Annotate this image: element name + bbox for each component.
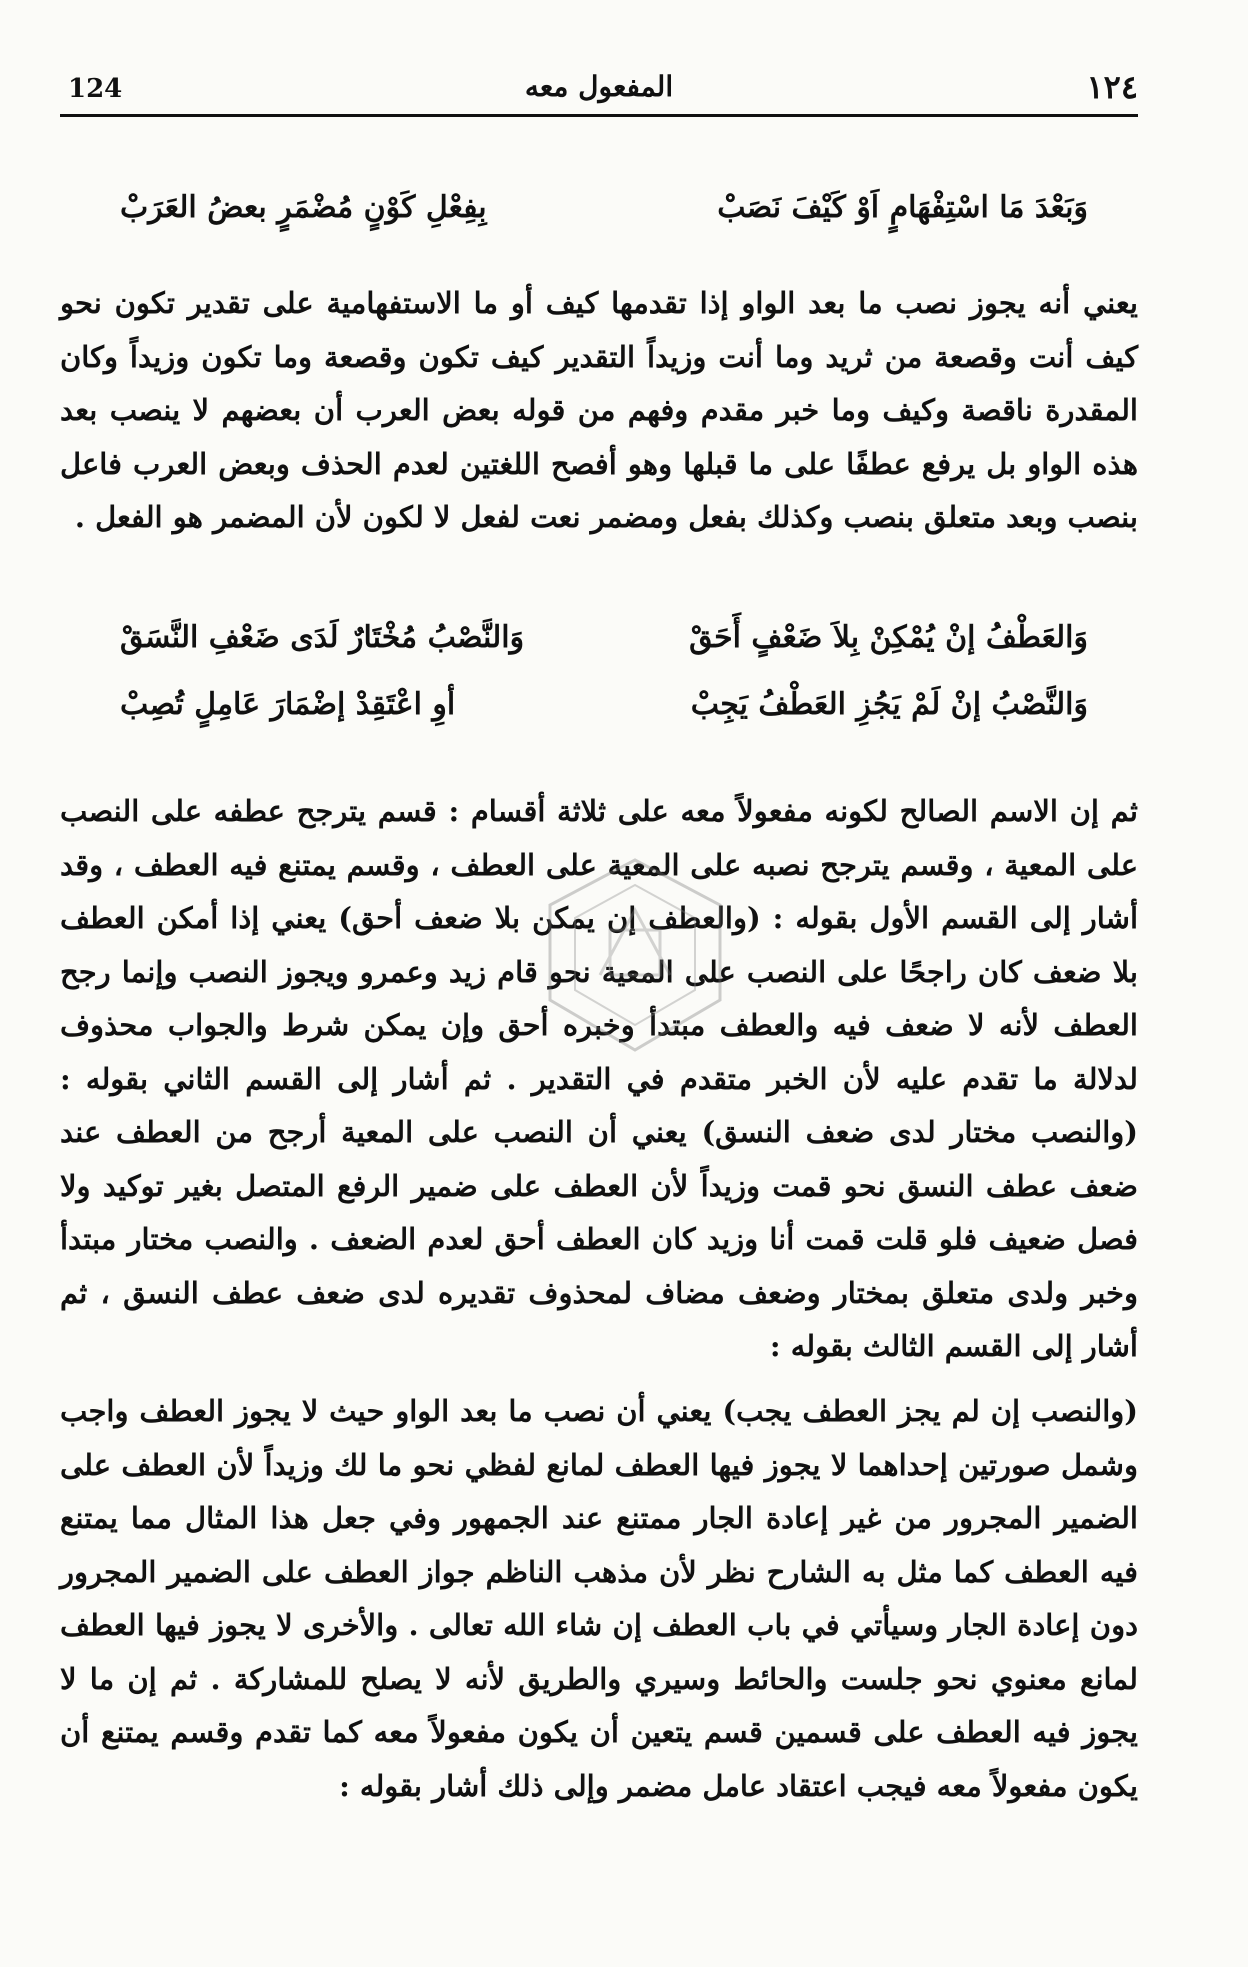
running-title: المفعول معه [524, 70, 674, 103]
verse-1 [120, 190, 1088, 246]
commentary-paragraph-3: (والنصب إن لم يجز العطف يجب) يعني أن نصب ما بعد الواو حيث لا يجوز العطف واجب وشمل صورتين إحداهما لا يجوز فيها العطف لمانع لفظي نحو ما لك وزيداً لأن العطف على الضمير المجرور من غير إعادة الجار ممتنع عند الجمهور وفي جعل هذا المثال مما يمتنع فيه العطف كما مثل به الشارح نظر لأن مذهب الناظم جواز العطف على الضمير المجرور دون إعادة الجار وسيأتي في باب العطف إن شاء الله تعالى . والأخرى لا يجوز فيها العطف لمانع معنوي نحو جلست والحائط وسيري والطريق لأنه لا يصلح للمشاركة . ثم إن ما لا يجوز فيه العطف على قسمين قسم يتعين أن يكون مفعولاً معه كما تقدم وقسم يمتنع أن يكون مفعولاً معه فيجب اعتقاد عامل مضمر وإلى ذلك أشار بقوله : [60, 1394, 1138, 1803]
verse-3 [120, 687, 1088, 743]
verse-1-first-hemistich: وَبَعْدَ مَا اسْتِفْهَامٍ اَوْ كَيْفَ نَصَبْ [717, 190, 1088, 225]
page-number-arabic: ١٢٤ [1086, 68, 1138, 106]
verse-3-first-hemistich: وَالنَّصْبُ إنْ لَمْ يَجُزِ العَطْفُ يَجِبْ [690, 687, 1088, 722]
commentary-paragraph-2: ثم إن الاسم الصالح لكونه مفعولاً معه على ثلاثة أقسام : قسم يترجح عطفه على النصب على المعية ، وقسم يترجح نصبه على المعية على العطف ، وقسم يمتنع فيه العطف ، وقد أشار إلى القسم الأول بقوله : (والعطف إن يمكن بلا ضعف أحق) يعني إذا أمكن العطف بلا ضعف كان راجحًا على النصب على المعية نحو قام زيد وعمرو ويجوز النصب وإنما رجح العطف لأنه لا ضعف فيه والعطف مبتدأ وخبره أحق وإن يمكن شرط والجواب محذوف لدلالة ما تقدم عليه لأن الخبر متقدم في التقدير . ثم أشار إلى القسم الثاني بقوله : (والنصب مختار لدى ضعف النسق) يعني أن النصب على المعية أرجح من العطف عند ضعف عطف النسق نحو قمت وزيداً لأن العطف على ضمير الرفع المتصل بغير توكيد ولا فصل ضعيف فلو قلت قمت أنا وزيد كان العطف أحق لعدم الضعف . والنصب مختار مبتدأ وخبر ولدى متعلق بمختار وضعف مضاف لمحذوف تقديره لدى ضعف عطف النسق ، ثم أشار إلى القسم الثالث بقوله : [60, 794, 1138, 1363]
verse-1-second-hemistich: بِفِعْلِ كَوْنٍ مُضْمَرٍ بعضُ العَرَبْ [120, 190, 487, 225]
verse-2-first-hemistich: وَالعَطْفُ إنْ يُمْكِنْ بِلاَ ضَعْفٍ أَحَقْ [689, 620, 1088, 655]
verse-2 [120, 620, 1088, 676]
page-header [60, 62, 1138, 112]
commentary-paragraph-1: يعني أنه يجوز نصب ما بعد الواو إذا تقدمها كيف أو ما الاستفهامية على تقدير تكون نحو كيف أنت وقصعة من ثريد وما أنت وزيداً التقدير كيف تكون وقصعة وما تكون وزيداً وكان المقدرة ناقصة وكيف وما خبر مقدم وفهم من قوله بعض العرب أن بعضهم لا ينصب بعد هذه الواو بل يرفع عطفًا على ما قبلها وهو أفصح اللغتين لعدم الحذف وبعض العرب فاعل بنصب وبعد متعلق بنصب وكذلك بفعل ومضمر نعت لفعل لا لكون لأن المضمر هو الفعل . [60, 286, 1138, 534]
header-rule [60, 114, 1138, 117]
page-number-latin: 124 [68, 74, 123, 104]
library-seal-watermark [530, 850, 740, 1060]
verse-2-second-hemistich: وَالنَّصْبُ مُخْتَارٌ لَدَى ضَعْفِ النَّسَقْ [120, 620, 525, 655]
verse-3-second-hemistich: أوِ اعْتَقِدْ إضْمَارَ عَامِلٍ تُصِبْ [120, 687, 456, 722]
